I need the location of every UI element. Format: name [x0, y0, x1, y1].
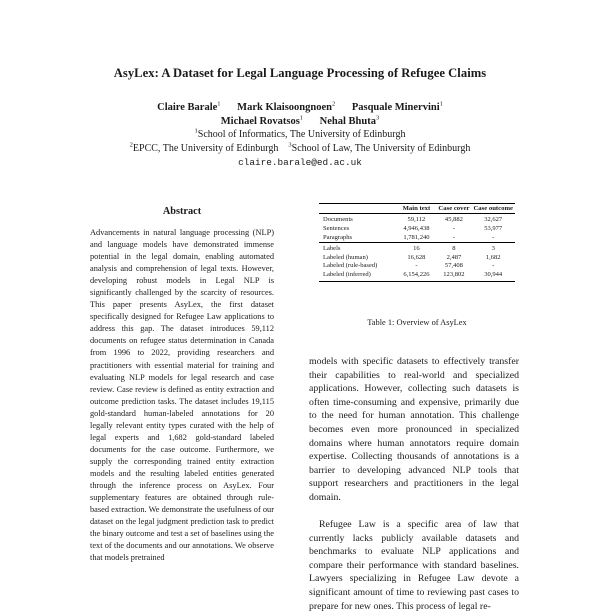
table-row [319, 214, 515, 225]
row-label: Paragraphs [323, 233, 353, 241]
author-name: Nehal Bhuta [319, 116, 376, 127]
abstract-heading: Abstract [162, 206, 202, 217]
table-cell: - [415, 262, 418, 270]
table-cell: 1,781,240 [403, 233, 430, 241]
author-line-1 [0, 101, 600, 115]
table-cell: 32,627 [484, 216, 503, 224]
affiliation-mark: 2 [331, 100, 336, 108]
row-label: Labels [319, 243, 396, 254]
table-cell: 2,487 [446, 253, 462, 261]
affiliation-mark: 1 [194, 127, 198, 135]
affiliations [0, 128, 600, 170]
affiliation-line-2 [0, 142, 600, 156]
table-header-cell: Main text [396, 204, 436, 214]
table-cell: - [452, 225, 456, 232]
affiliation-text: School of Law, The University of Edinburgh [291, 143, 471, 154]
affiliation-mark: 1 [217, 100, 221, 108]
table-cell: 123,802 [436, 271, 471, 281]
table-cell: 4,946,438 [403, 225, 430, 232]
affiliation-mark: 1 [299, 114, 304, 122]
table-cell: 16 [396, 243, 436, 254]
row-label: Labeled (human) [323, 253, 368, 261]
table-cell: 3 [471, 243, 515, 254]
table-cell: - [492, 233, 495, 241]
table-header-cell [319, 204, 396, 214]
table-row [319, 271, 515, 281]
author-name: Mark Klaisoongnoen [237, 102, 332, 113]
table-cell: 6,154,226 [396, 271, 436, 281]
table-cell: 1,682 [485, 253, 501, 261]
table-cell: 45,882 [444, 216, 463, 224]
author-line-2 [0, 115, 600, 129]
affiliation-mark: 3 [288, 141, 292, 149]
row-label: Sentences [323, 225, 350, 232]
affiliation-mark: 2 [129, 141, 133, 149]
affiliation-mark: 1 [439, 100, 443, 108]
row-label: Documents [323, 216, 353, 224]
table-row [319, 243, 515, 254]
body-paragraph-2: Refugee Law is a specific area of law that currently lacks publicly available datasets and benchmarks to evaluate NLP applications and compare their performance with standard baselines. Lawyers specializing in Refugee Law devote a significant amount of time to reviewing past cases to prepare for new ones. This process of legal re- [309, 519, 519, 612]
affiliation-mark: 3 [375, 114, 380, 122]
table-cell: - [492, 262, 495, 270]
table-cell: 57,408 [444, 262, 463, 270]
table-header-row [319, 204, 515, 214]
table-header-cell: Case cover [438, 205, 470, 212]
table-cell: 53,977 [484, 225, 503, 232]
affiliation-text: School of Informatics, The University of Edinburgh [197, 129, 406, 140]
table-cell: 59,112 [407, 216, 426, 224]
table-caption: Table 1: Overview of AsyLex [367, 318, 467, 327]
table-cell: - [452, 233, 456, 241]
overview-table [319, 203, 515, 282]
affiliation-line-1 [0, 128, 600, 142]
body-paragraph-1: models with specific datasets to effectively transfer their capabilities to real-world and specialized applications. However, collecting such datasets is often time-consuming and expensive, primarily due to the need for human annotation. This challenge becomes even more pronounced in specialized domains where human annotators require domain expertise. Collecting thousands of annotations is a barrier to developing advanced NLP tools that support researchers and practitioners in the legal domain. [309, 356, 519, 503]
table-row [319, 262, 515, 271]
table-header-cell: Case outcome [473, 205, 513, 212]
paper-title: AsyLex: A Dataset for Legal Language Processing of Refugee Claims [113, 66, 487, 80]
abstract-text: Advancements in natural language processing (NLP) and language models have demonstrated immense potential in the legal domain, enabling automated analysis and comprehension of legal texts. However, developing robust models in Legal NLP is significantly challenged by the scarcity of resources. This paper presents AsyLex, the first dataset specifically designed for Refugee Law applications to address this gap. The dataset introduces 59,112 documents on refugee status determination in Canada from 1996 to 2022, providing researchers and practitioners with essential material for training and evaluating NLP models for legal research and case review. Case review is defined as entity extraction and outcome prediction tasks. The dataset includes 19,115 gold-standard human-labeled annotations for 20 legally relevant entity types curated with the help of legal experts and 1,682 gold-standard labeled documents for the case outcome. Furthermore, we supply the corresponding trained entity extraction models and the resulting labeled entities generated through the inference process on AsyLex. Four supplementary features are obtained through rule-based extraction. We demonstrate the usefulness of our dataset on the legal judgment prediction task to predict the binary outcome and test a set of baselines using the text of the documents and our annotations. We observe that models pretrained [90, 228, 274, 563]
affiliation-text: EPCC, The University of Edinburgh [132, 143, 279, 154]
author-email[interactable]: claire.barale@ed.ac.uk [238, 157, 362, 168]
table-cell: 8 [436, 243, 471, 254]
author-name: Michael Rovatsos [220, 116, 300, 127]
author-name: Claire Barale [157, 102, 218, 113]
row-label: Labeled (inferred) [319, 271, 396, 281]
author-list [0, 101, 600, 129]
table-cell: 30,944 [471, 271, 515, 281]
author-name: Pasquale Minervini [351, 102, 440, 113]
table-cell: 16,628 [407, 253, 426, 261]
table-row [319, 234, 515, 243]
table-row [319, 254, 515, 263]
table-row [319, 225, 515, 234]
row-label: Labeled (rule-based) [323, 262, 378, 270]
